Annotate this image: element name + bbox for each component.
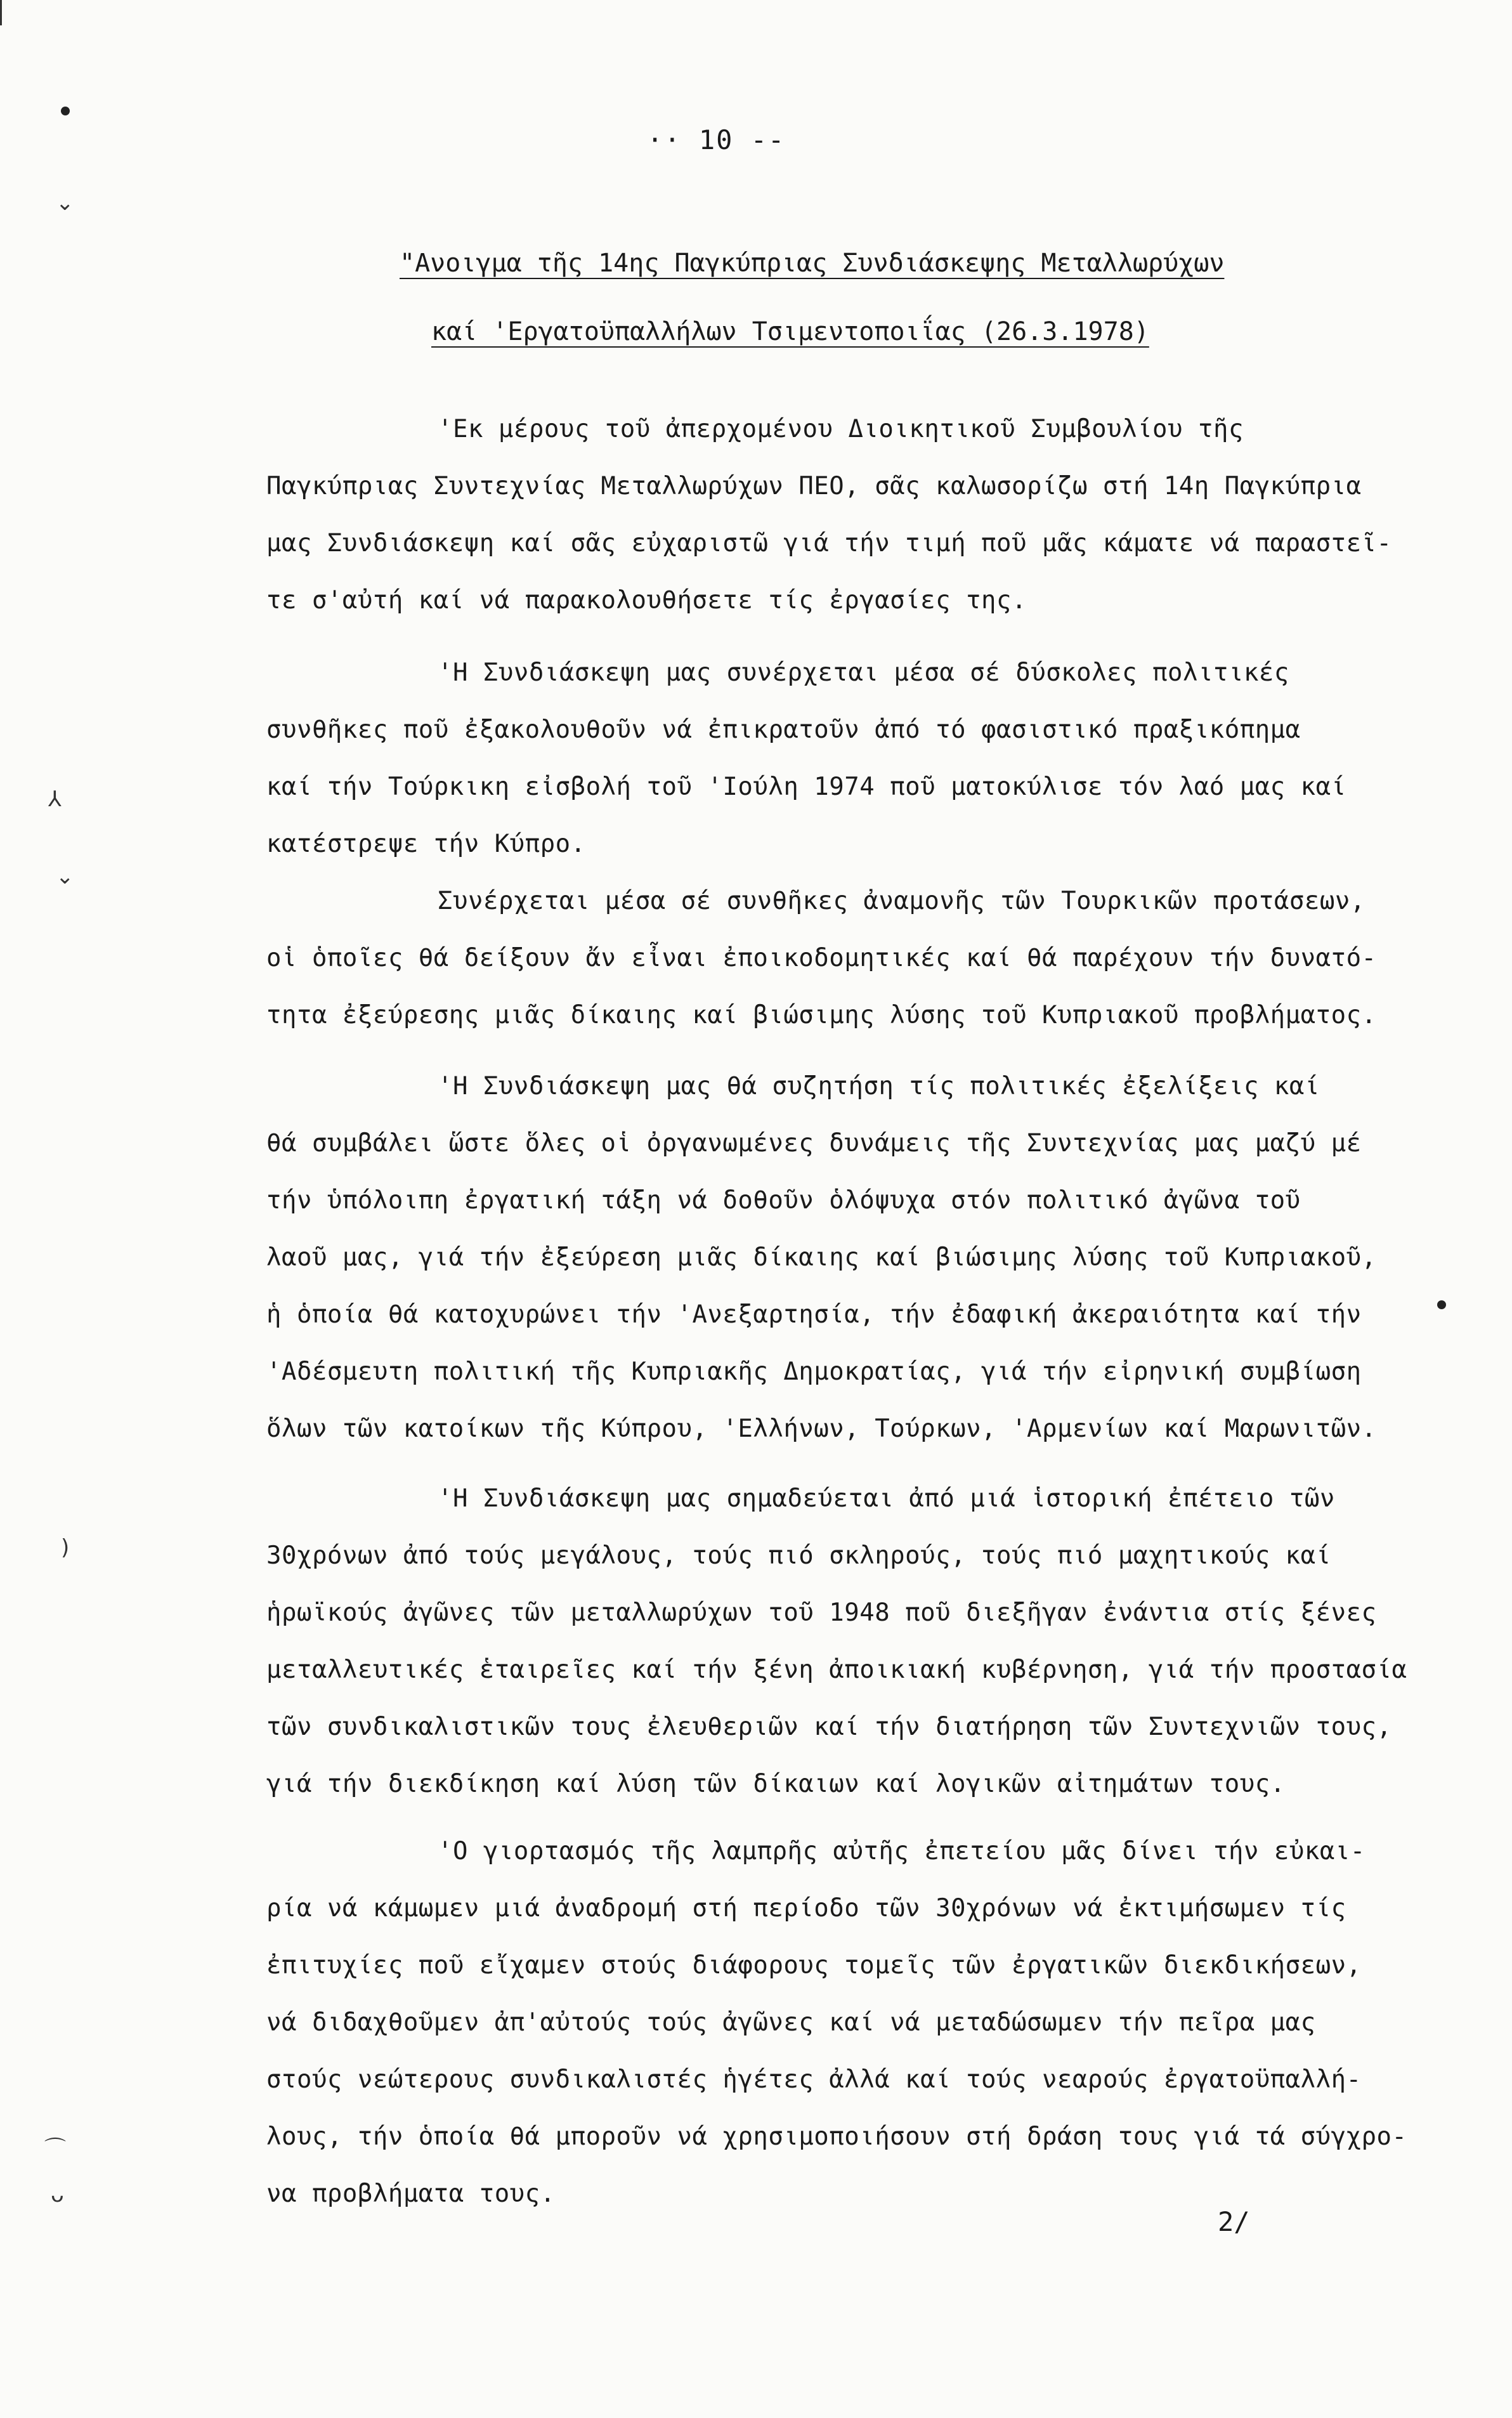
body-line: γιά τήν διεκδίκηση καί λύση τῶν δίκαιων καί λογικῶν αἰτημάτων τους. bbox=[266, 1770, 1286, 1798]
body-line: καί τήν Τούρκικη εἰσβολή τοῦ 'Ιούλη 1974 ποῦ ματοκύλισε τόν λαό μας καί bbox=[266, 773, 1346, 801]
body-line: 30χρόνων ἀπό τούς μεγάλους, τούς πιό σκληρούς, τούς πιό μαχητικούς καί bbox=[266, 1541, 1331, 1570]
body-line: Παγκύπριας Συντεχνίας Μεταλλωρύχων ΠΕΟ, σᾶς καλωσορίζω στή 14η Παγκύπρια bbox=[266, 472, 1362, 500]
body-line: συνθῆκες ποῦ ἐξακολουθοῦν νά ἐπικρατοῦν ἀπό τό φασιστικό πραξικόπημα bbox=[266, 716, 1301, 744]
binding-hole-mark bbox=[61, 107, 70, 115]
body-line: ρία νά κάμωμεν μιά ἀναδρομή στή περίοδο τῶν 30χρόνων νά ἐκτιμήσωμεν τίς bbox=[266, 1894, 1346, 1923]
body-line: στούς νεώτερους συνδικαλιστές ἡγέτες ἀλλά καί τούς νεαρούς ἐργατοϋπαλλή- bbox=[266, 2065, 1362, 2094]
body-line: 'Εκ μέρους τοῦ ἀπερχομένου Διοικητικοῦ Συμβουλίου τῆς bbox=[438, 415, 1244, 443]
margin-tick-mark: ᴗ bbox=[51, 2182, 64, 2207]
body-line: 'Ο γιορτασμός τῆς λαμπρῆς αὐτῆς ἐπετείου μᾶς δίνει τήν εὐκαι- bbox=[438, 1837, 1365, 1866]
body-line: ἡ ὁποία θά κατοχυρώνει τήν 'Ανεξαρτησία, τήν ἐδαφική ἀκεραιότητα καί τήν bbox=[266, 1300, 1362, 1329]
body-line: τε σ'αὐτή καί νά παρακολουθήσετε τίς ἐργασίες της. bbox=[266, 586, 1027, 615]
body-line: Συνέρχεται μέσα σέ συνθῆκες ἀναμονῆς τῶν Τουρκικῶν προτάσεων, bbox=[438, 887, 1365, 915]
continuation-page-marker: 2/ bbox=[1218, 2206, 1250, 2237]
body-line: 'Η Συνδιάσκεψη μας θά συζητήση τίς πολιτικές ἐξελίξεις καί bbox=[438, 1072, 1320, 1101]
document-title-line-1: "Ανοιγμα τῆς 14ης Παγκύπριας Συνδιάσκεψης Μεταλλωρύχων bbox=[400, 249, 1225, 278]
body-line: λαοῦ μας, γιά τήν ἐξεύρεση μιᾶς δίκαιης καί βιώσιμης λύσης τοῦ Κυπριακοῦ, bbox=[266, 1243, 1377, 1272]
body-line: οἱ ὁποῖες θά δείξουν ἄν εἶναι ἐποικοδομητικές καί θά παρέχουν τήν δυνατό- bbox=[266, 944, 1377, 972]
body-line: θά συμβάλει ὥστε ὅλες οἱ ὀργανωμένες δυνάμεις τῆς Συντεχνίας μας μαζύ μέ bbox=[266, 1129, 1362, 1158]
margin-tick-mark: ) bbox=[61, 1535, 70, 1560]
body-line: μας Συνδιάσκεψη καί σᾶς εὐχαριστῶ γιά τήν τιμή ποῦ μᾶς κάματε νά παραστεῖ- bbox=[266, 529, 1392, 558]
margin-tick-mark: ⌄ bbox=[56, 190, 74, 216]
body-line: 'Αδέσμευτη πολιτική τῆς Κυπριακῆς Δημοκρατίας, γιά τήν εἰρηνική συμβίωση bbox=[266, 1357, 1362, 1386]
body-line: τῶν συνδικαλιστικῶν τους ἐλευθεριῶν καί τήν διατήρηση τῶν Συντεχνιῶν τους, bbox=[266, 1713, 1392, 1741]
binding-hole-mark bbox=[1437, 1300, 1446, 1309]
page-edge-mark bbox=[0, 0, 2, 25]
body-line: 'Η Συνδιάσκεψη μας συνέρχεται μέσα σέ δύσκολες πολιτικές bbox=[438, 658, 1289, 687]
body-line: ὅλων τῶν κατοίκων τῆς Κύπρου, 'Ελλήνων, Τούρκων, 'Αρμενίων καί Μαρωνιτῶν. bbox=[266, 1415, 1377, 1443]
body-line: κατέστρεψε τήν Κύπρο. bbox=[266, 830, 586, 858]
body-line: ἐπιτυχίες ποῦ εἴχαμεν στούς διάφορους τομεῖς τῶν ἐργατικῶν διεκδικήσεων, bbox=[266, 1951, 1362, 1980]
body-line: λους, τήν ὁποία θά μποροῦν νά χρησιμοποιήσουν στή δράση τους γιά τά σύγχρο- bbox=[266, 2122, 1407, 2151]
body-line: 'Η Συνδιάσκεψη μας σημαδεύεται ἀπό μιά ἱστορική ἐπέτειο τῶν bbox=[438, 1484, 1335, 1513]
body-line: νά διδαχθοῦμεν ἀπ'αὐτούς τούς ἀγῶνες καί νά μεταδώσωμεν τήν πεῖρα μας bbox=[266, 2008, 1316, 2037]
body-line: τητα ἐξεύρεσης μιᾶς δίκαιης καί βιώσιμης λύσης τοῦ Κυπριακοῦ προβλήματος. bbox=[266, 1001, 1377, 1029]
body-line: μεταλλευτικές ἑταιρεῖες καί τήν ξένη ἀποικιακή κυβέρνηση, γιά τήν προστασία bbox=[266, 1656, 1407, 1684]
margin-tick-mark: ⌄ bbox=[56, 864, 74, 889]
body-line: ἡρωϊκούς ἀγῶνες τῶν μεταλλωρύχων τοῦ 1948 ποῦ διεξῆγαν ἐνάντια στίς ξένες bbox=[266, 1598, 1377, 1627]
margin-tick-mark: ⅄ bbox=[48, 787, 62, 812]
body-line: τήν ὑπόλοιπη ἐργατική τάξη νά δοθοῦν ὁλόψυχα στόν πολιτικό ἀγῶνα τοῦ bbox=[266, 1186, 1301, 1215]
document-title-line-2: καί 'Εργατοϋπαλλήλων Τσιμεντοποιΐας (26.3.1978) bbox=[431, 317, 1149, 346]
margin-tick-mark: ⌒ bbox=[44, 2136, 66, 2162]
page-number: ·· 10 -- bbox=[647, 124, 786, 155]
body-line: να προβλήματα τους. bbox=[266, 2179, 556, 2208]
